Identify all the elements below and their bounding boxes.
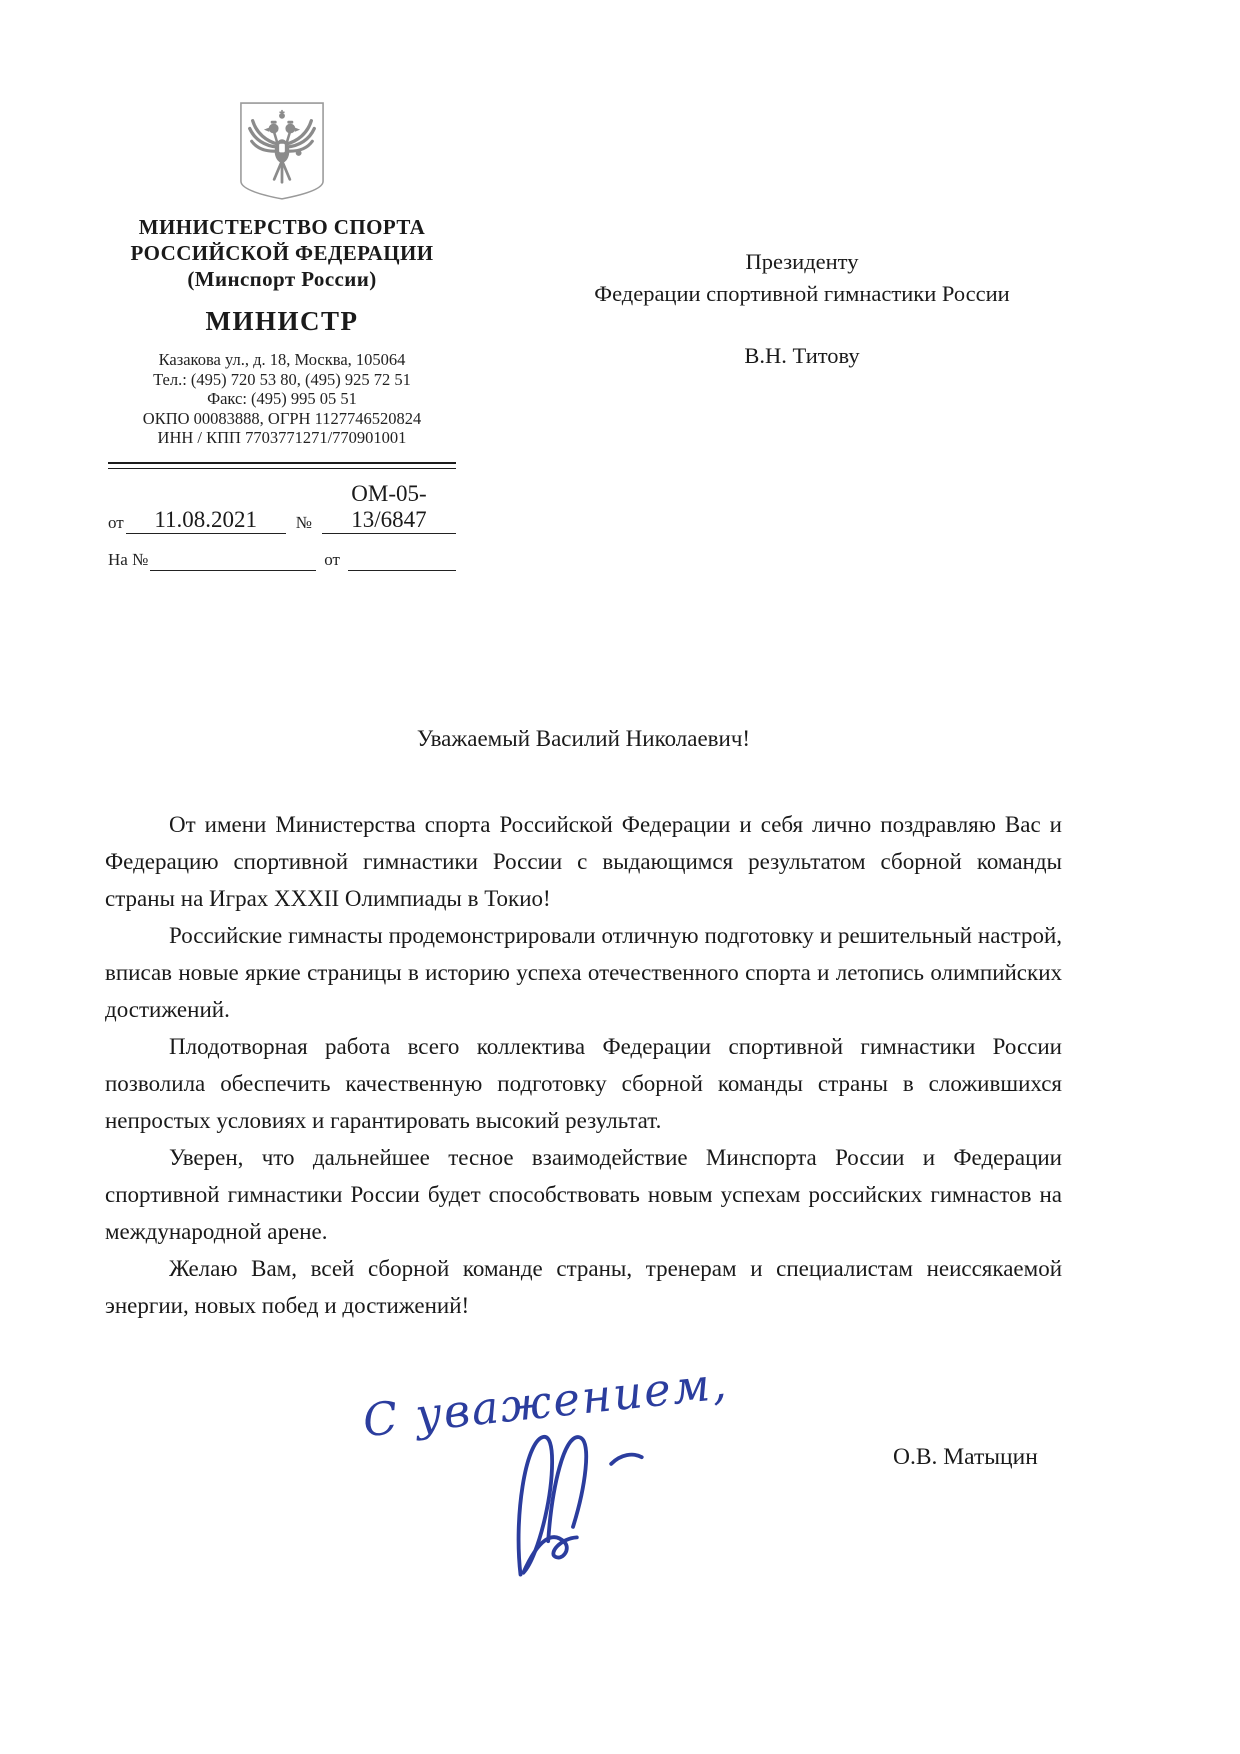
reply-date-blank	[348, 548, 456, 571]
signature-icon	[468, 1418, 678, 1588]
ref-line	[108, 481, 456, 534]
paragraph: Плодотворная работа всего коллектива Федерации спортивной гимнастики России позволила обеспечить качественную подготовку сборной команды страны в сложившихся непростых условиях и гарантировать высокий результат.	[105, 1034, 1062, 1133]
address-line: ИНН / КПП 7703771271/770901001	[157, 428, 407, 447]
address-line: Казакова ул., д. 18, Москва, 105064	[158, 350, 406, 369]
paragraphs	[105, 806, 1062, 1324]
reply-ref-label: На №	[108, 549, 149, 569]
org-name-line2: РОССИЙСКОЙ ФЕДЕРАЦИИ	[130, 241, 434, 265]
recipient-position: Президенту	[745, 249, 859, 274]
salutation: Уважаемый Василий Николаевич!	[416, 726, 751, 751]
coat-of-arms-icon	[238, 100, 326, 202]
address-line: Факс: (495) 995 05 51	[207, 389, 357, 408]
handwritten-closing: С уважением,	[360, 1356, 731, 1448]
letter-body	[105, 724, 1062, 1324]
org-name-line1: МИНИСТЕРСТВО СПОРТА	[138, 215, 426, 239]
letterhead-title: МИНИСТР	[205, 306, 359, 336]
recipient-block	[528, 246, 1076, 372]
paragraph: Российские гимнасты продемонстрировали отличную подготовку и решительный настрой, вписав новые яркие страницы в историю успеха отечественного спорта и летопись олимпийских достижений.	[105, 923, 1062, 1022]
recipient-name: В.Н. Титову	[744, 343, 860, 368]
paragraph: Желаю Вам, всей сборной команде страны, тренерам и специалистам неиссякаемой энергии, новых побед и достижений!	[105, 1256, 1062, 1318]
letterhead-address	[108, 350, 456, 448]
address-line: ОКПО 00083888, ОГРН 1127746520824	[142, 408, 422, 428]
ref-number-sign: №	[295, 512, 312, 532]
reply-ref-line	[108, 548, 456, 571]
org-name-line3: (Минспорт России)	[187, 267, 377, 291]
double-rule	[108, 462, 456, 469]
reply-ref-blank	[150, 548, 316, 571]
signer-name: О.В. Матыцин	[893, 1444, 1038, 1470]
ref-number: ОМ-05-13/6847	[322, 481, 456, 534]
ref-date: 11.08.2021	[126, 507, 286, 534]
paragraph: От имени Министерства спорта Российской Федерации и себя лично поздравляю Вас и Федерацию спортивной гимнастики России с выдающимся результатом сборной команды страны на Играх XXXII Олимпиады в Токио!	[105, 812, 1062, 911]
paragraph: Уверен, что дальнейшее тесное взаимодействие Минспорта России и Федерации спортивной гимнастики России будет способствовать новым успехам российских гимнастов на международной арене.	[105, 1145, 1062, 1244]
letterhead	[108, 100, 456, 571]
ref-from-label: от	[108, 512, 124, 532]
recipient-organization: Федерации спортивной гимнастики России	[594, 281, 1010, 306]
reply-from-label: от	[324, 549, 340, 569]
address-line: Тел.: (495) 720 53 80, (495) 925 72 51	[153, 369, 411, 389]
